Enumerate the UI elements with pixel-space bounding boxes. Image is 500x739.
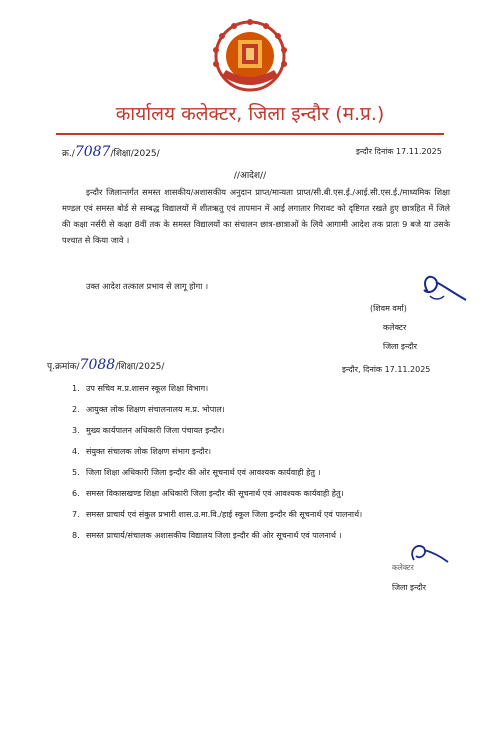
endorsement-date: इन्दौर, दिनांक 17.11.2025 <box>342 365 431 374</box>
list-item-number: 8. <box>72 531 80 540</box>
list-item <box>72 420 472 441</box>
order-date: इन्दौर दिनांक 17.11.2025 <box>356 147 442 156</box>
order-reference <box>62 144 160 160</box>
letterhead-divider <box>56 133 444 135</box>
endorsement-designation: कलेक्टर <box>392 563 414 572</box>
list-item-text: समस्त विकासखण्ड शिक्षा अधिकारी जिला इन्दौर की सूचनार्थ एवं आवश्यक कार्यवाही हेतु। <box>86 489 344 498</box>
list-item <box>72 483 472 504</box>
endorsement-reference <box>47 357 164 373</box>
list-item-number: 4. <box>72 447 80 456</box>
order-body <box>62 184 450 248</box>
order-effect-line: उक्त आदेश तत्काल प्रभाव से लागू होगा । <box>86 281 209 291</box>
list-item <box>72 399 472 420</box>
list-item-text: समस्त प्राचार्य/संचालक अशासकीय विद्यालय जिला इन्दौर की ओर सूचनार्थ एवं पालनार्थ । <box>86 531 342 540</box>
signatory-name: (शिवम वर्मा) <box>370 304 407 313</box>
list-item-text: आयुक्त लोक शिक्षण संचालनालय म.प्र. भोपाल। <box>86 405 225 414</box>
order-ref-number: 7087 <box>74 144 111 160</box>
list-item <box>72 378 472 399</box>
list-item-text: मुख्य कार्यपालन अधिकारी जिला पंचायत इन्दौर। <box>86 426 225 435</box>
list-item-text: संयुक्त संचालक लोक शिक्षण संभाग इन्दौर। <box>86 447 212 456</box>
list-item <box>72 462 472 483</box>
signatory-district: जिला इन्दौर <box>383 342 418 351</box>
endorsement-ref-prefix: पृ.क्रमांक/ <box>47 362 80 372</box>
copy-to-list <box>72 378 472 546</box>
list-item-text: उप सचिव म.प्र.शासन स्कूल शिक्षा विभाग। <box>86 384 209 393</box>
endorsement-district: जिला इन्दौर <box>392 583 427 592</box>
list-item-number: 3. <box>72 426 80 435</box>
collector-signature <box>400 270 470 310</box>
office-title: कार्यालय कलेक्टर, जिला इन्दौर (म.प्र.) <box>115 103 385 125</box>
order-heading: //आदेश// <box>233 171 267 181</box>
mp-state-emblem-icon <box>208 16 292 94</box>
list-item-number: 1. <box>72 384 80 393</box>
list-item-text: जिला शिक्षा अधिकारी जिला इन्दौर की ओर सूचनार्थ एवं आवश्यक कार्यवाही हेतु । <box>86 468 321 477</box>
order-ref-prefix: क्र./ <box>62 149 75 159</box>
list-item <box>72 441 472 462</box>
endorsement-ref-suffix: /शिक्षा/2025/ <box>115 362 165 372</box>
list-item-number: 5. <box>72 468 80 477</box>
list-item <box>72 504 472 525</box>
endorsement-ref-number: 7088 <box>79 357 116 373</box>
order-ref-suffix: /शिक्षा/2025/ <box>110 149 160 159</box>
list-item-number: 7. <box>72 510 80 519</box>
order-body-text: इन्दौर जिलान्तर्गत समस्त शासकीय/अशासकीय अनुदान प्राप्त/मान्यता प्राप्त/सी.बी.एस.ई./आई.सी.एस.ई./माध्यमिक शिक्षा मण्डल एवं समस्त बोर्ड से सम्बद्ध विद्यालयों में शीतऋतु एवं तापमान में आई लगातार गिरावट को दृष्टिगत रखते हुए छात्रहित में जिले की कक्षा नर्सरी से कक्षा 8वीं तक के समस्त विद्यालयों का संचालन छात्र-छात्राओं के लिये आगामी आदेश तक प्रातः 9 बजे या उसके पश्चात से किया जावे । <box>62 187 450 245</box>
list-item-text: समस्त प्राचार्य एवं संकुल प्रभारी शास.उ.मा.वि./हाई स्कूल जिला इन्दौर की सूचनार्थ एवं पालनार्थ। <box>86 510 363 519</box>
list-item-number: 6. <box>72 489 80 498</box>
signatory-designation: कलेक्टर <box>383 323 407 332</box>
list-item-number: 2. <box>72 405 80 414</box>
